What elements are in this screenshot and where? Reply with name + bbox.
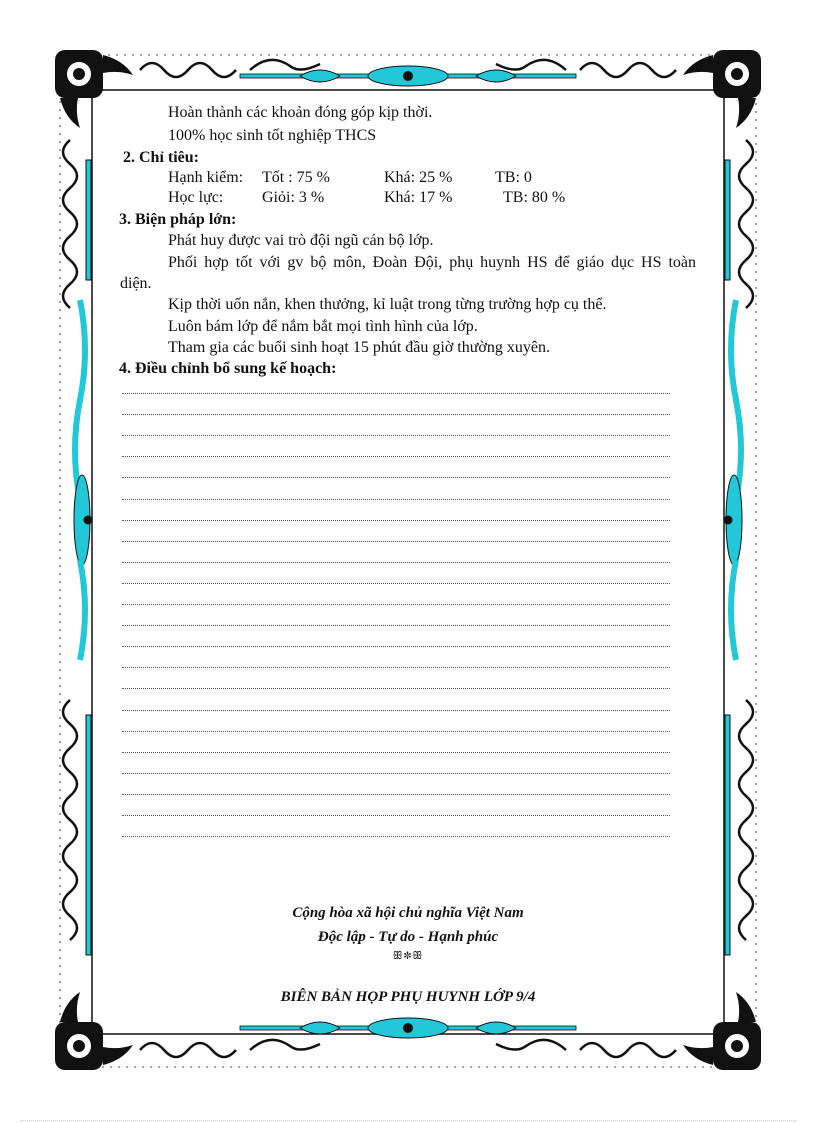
dotted-line <box>122 773 670 774</box>
document-title: BIÊN BẢN HỌP PHỤ HUYNH LỚP 9/4 <box>280 989 536 1005</box>
academic-avg: TB: 80 % <box>503 189 566 206</box>
dotted-line <box>122 688 670 689</box>
goal-contributions: Hoàn thành các khoản đóng góp kịp thời. <box>168 104 433 121</box>
section-4-heading: 4. Điều chỉnh bổ sung kế hoạch: <box>119 360 337 377</box>
conduct-avg: TB: 0 <box>495 169 532 186</box>
dotted-line <box>122 794 670 795</box>
dotted-line <box>122 520 670 521</box>
dotted-line <box>122 499 670 500</box>
motto-ornament: ꕥ✽ꕥ <box>392 950 424 962</box>
measure-2: Phối hợp tốt với gv bộ môn, Đoàn Đội, phụ huynh HS để giáo dục HS toàn <box>168 254 696 271</box>
section-3-heading: 3. Biện pháp lớn: <box>119 211 237 228</box>
dotted-line <box>122 836 670 837</box>
measure-1: Phát huy được vai trò đội ngũ cán bộ lớp. <box>168 232 434 249</box>
dotted-line <box>122 477 670 478</box>
dotted-line <box>122 562 670 563</box>
dotted-line <box>122 815 670 816</box>
dotted-line <box>122 414 670 415</box>
top-center-cyan-ornament <box>240 66 576 86</box>
academic-good: Giỏi: 3 % <box>262 189 325 206</box>
measure-4: Luôn bám lớp để nắm bắt mọi tình hình của lớp. <box>168 318 478 335</box>
measure-2-continued: diện. <box>120 275 152 292</box>
conduct-fair: Khá: 25 % <box>384 169 453 186</box>
bottom-ornament-band <box>140 1040 676 1057</box>
dotted-line <box>122 456 670 457</box>
conduct-label: Hạnh kiểm: <box>168 169 244 186</box>
dotted-line <box>122 710 670 711</box>
measure-5: Tham gia các buổi sinh hoạt 15 phút đầu giờ thường xuyên. <box>168 339 550 356</box>
academic-label: Học lực: <box>168 189 224 206</box>
national-motto: Độc lập - Tự do - Hạnh phúc <box>317 929 499 945</box>
dotted-line <box>122 393 670 394</box>
dotted-line <box>122 752 670 753</box>
academic-fair: Khá: 17 % <box>384 189 453 206</box>
page-bottom-dotted-rule <box>20 1120 796 1121</box>
dotted-line <box>122 625 670 626</box>
corner-ornament-top-left <box>55 50 133 128</box>
measure-3: Kịp thời uốn nắn, khen thưởng, kỉ luật trong từng trường hợp cụ thể. <box>168 296 607 313</box>
dotted-line <box>122 583 670 584</box>
dotted-line <box>122 541 670 542</box>
corner-ornament-top-right <box>683 50 761 128</box>
bottom-center-cyan-ornament <box>240 1018 576 1038</box>
goal-graduation: 100% học sinh tốt nghiệp THCS <box>168 127 377 144</box>
conduct-good: Tốt : 75 % <box>262 169 330 186</box>
dotted-line <box>122 731 670 732</box>
dotted-line <box>122 604 670 605</box>
dotted-line <box>122 435 670 436</box>
section-2-heading: 2. Chỉ tiêu: <box>123 149 199 166</box>
dotted-line <box>122 667 670 668</box>
country-name: Cộng hòa xã hội chủ nghĩa Việt Nam <box>292 905 524 921</box>
dotted-line <box>122 646 670 647</box>
